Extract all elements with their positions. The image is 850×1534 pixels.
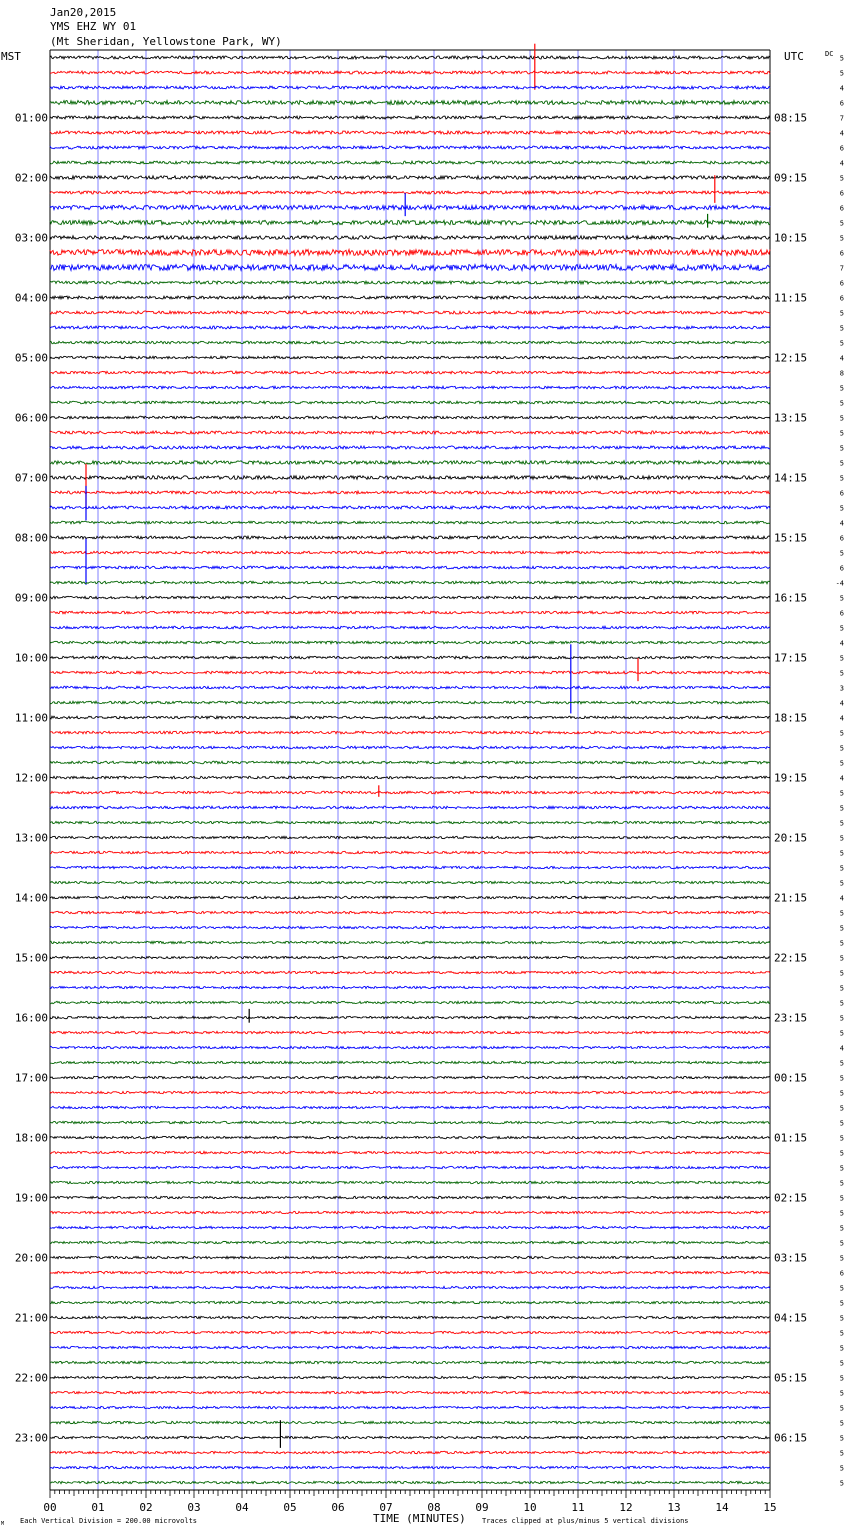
dc-offset-label: 5 (839, 339, 844, 348)
seismic-trace (50, 1106, 770, 1108)
seismic-trace (50, 611, 770, 614)
mst-hour-label: 19:00 (14, 1191, 48, 1205)
seismic-trace (50, 626, 770, 629)
dc-offset-label: 5 (839, 1254, 844, 1263)
seismic-trace (50, 731, 770, 734)
seismic-trace (50, 1241, 770, 1243)
utc-hour-label: 11:15 (774, 291, 808, 305)
mst-hour-label: 12:00 (14, 771, 48, 785)
trace-group (50, 44, 770, 1484)
dc-offset-label: 5 (839, 399, 844, 408)
x-tick-label: 05 (283, 1501, 297, 1514)
utc-hour-label: 16:15 (774, 591, 808, 605)
mst-hour-label: 15:00 (14, 951, 48, 965)
dc-offset-label: 5 (839, 444, 844, 453)
seismic-trace (50, 686, 770, 689)
seismic-trace (50, 176, 770, 179)
seismic-trace (50, 1196, 770, 1198)
dc-offset-label: 5 (839, 219, 844, 228)
utc-hour-label: 14:15 (774, 471, 808, 485)
dc-offset-label: 3 (839, 684, 844, 693)
dc-offset-label: 5 (839, 819, 844, 828)
dc-offset-label: 5 (839, 234, 844, 243)
mst-hour-label: 14:00 (14, 891, 48, 905)
dc-offset-label: 5 (839, 1089, 844, 1098)
mst-hour-label: 03:00 (14, 231, 48, 245)
dc-offset-label: 5 (839, 1074, 844, 1083)
seismic-trace (50, 716, 770, 719)
dc-offset-label: 5 (839, 1164, 844, 1173)
seismic-trace (50, 1316, 770, 1318)
dc-offset-label: 4 (839, 774, 844, 783)
seismic-trace (50, 1226, 770, 1228)
dc-offset-label: 4 (839, 1044, 844, 1053)
dc-offset-label: 5 (839, 759, 844, 768)
mst-hour-label: 11:00 (14, 711, 48, 725)
mst-hour-label: 02:00 (14, 171, 48, 185)
dc-offset-label: 5 (839, 309, 844, 318)
utc-hour-label: 01:15 (774, 1131, 808, 1145)
dc-offset-label: 6 (839, 489, 844, 498)
utc-hour-label: 04:15 (774, 1311, 808, 1325)
seismic-trace (50, 1211, 770, 1213)
mst-hour-label: 04:00 (14, 291, 48, 305)
seismic-trace (50, 1271, 770, 1273)
seismic-trace (50, 521, 770, 524)
seismic-trace (50, 265, 770, 271)
seismic-trace (50, 416, 770, 419)
seismic-trace (50, 116, 770, 119)
x-tick-label: 15 (763, 1501, 777, 1514)
dc-offset-label: 5 (839, 909, 844, 918)
seismic-trace (50, 1061, 770, 1063)
dc-offset-label: 5 (839, 1284, 844, 1293)
dc-offset-label: 6 (839, 279, 844, 288)
dc-offset-label: 5 (839, 414, 844, 423)
seismic-trace (50, 461, 770, 465)
dc-offset-label: 5 (839, 1389, 844, 1398)
seismic-trace (50, 911, 770, 913)
seismic-trace (50, 1466, 770, 1468)
mst-hour-label: 10:00 (14, 651, 48, 665)
seismic-trace (50, 551, 770, 554)
seismic-trace (50, 1406, 770, 1408)
dc-offset-label: 5 (839, 429, 844, 438)
dc-label: DC (825, 50, 834, 58)
seismic-trace (50, 341, 770, 344)
dc-offset-label: 5 (839, 924, 844, 933)
seismic-trace (50, 1256, 770, 1258)
dc-offset-label: 5 (839, 954, 844, 963)
seismic-trace (50, 536, 770, 539)
corner-mark: M (1, 1521, 5, 1527)
x-tick-label: 11 (571, 1501, 585, 1514)
seismic-trace (50, 1361, 770, 1363)
seismic-trace (50, 86, 770, 89)
utc-hour-label: 17:15 (774, 651, 808, 665)
dc-offset-label: 5 (839, 939, 844, 948)
seismic-trace (50, 1181, 770, 1183)
utc-hour-label: 06:15 (774, 1431, 808, 1445)
x-tick-label: 09 (475, 1501, 489, 1514)
seismic-trace (50, 371, 770, 374)
seismic-trace (50, 806, 770, 809)
seismic-trace (50, 1016, 770, 1018)
mst-hour-label: 23:00 (14, 1431, 48, 1445)
dc-offset-label: 5 (839, 1344, 844, 1353)
x-tick-label: 13 (667, 1501, 681, 1514)
seismic-trace (50, 761, 770, 764)
dc-offset-label: 4 (839, 354, 844, 363)
utc-hour-label: 21:15 (774, 891, 808, 905)
station-location: (Mt Sheridan, Yellowstone Park, WY) (50, 35, 282, 48)
x-tick-label: 10 (523, 1501, 537, 1514)
dc-offset-label: 5 (839, 1149, 844, 1158)
dc-offset-label: 5 (839, 459, 844, 468)
dc-offset-label: 6 (839, 534, 844, 543)
vertical-division-note: Each Vertical Division = 200.00 microvolts (20, 1517, 198, 1525)
dc-offset-label: 5 (839, 1134, 844, 1143)
seismic-trace (50, 776, 770, 779)
axis-label-group (15, 55, 844, 1515)
dc-offset-label: 4 (839, 639, 844, 648)
seismic-trace (50, 866, 770, 868)
dc-offset-label: 5 (839, 1359, 844, 1368)
dc-offset-label: 5 (839, 474, 844, 483)
dc-offset-label: 4 (839, 159, 844, 168)
seismic-trace (50, 1166, 770, 1168)
seismic-trace (50, 491, 770, 494)
mst-hour-label: 01:00 (14, 111, 48, 125)
dc-offset-label: -4 (835, 579, 844, 588)
seismic-trace (50, 191, 770, 194)
dc-offset-label: 5 (839, 729, 844, 738)
dc-offset-label: 5 (839, 1014, 844, 1023)
seismic-trace (50, 146, 770, 149)
dc-offset-label: 5 (839, 879, 844, 888)
x-tick-label: 14 (715, 1501, 729, 1514)
seismic-trace (50, 941, 770, 943)
utc-hour-label: 00:15 (774, 1071, 808, 1085)
dc-offset-label: 5 (839, 1059, 844, 1068)
dc-offset-label: 5 (839, 1194, 844, 1203)
seismic-trace (50, 881, 770, 883)
mst-hour-label: 05:00 (14, 351, 48, 365)
dc-offset-label: 5 (839, 54, 844, 63)
seismic-trace (50, 1091, 770, 1093)
dc-offset-label: 6 (839, 249, 844, 258)
seismic-trace (50, 656, 770, 659)
utc-hour-label: 10:15 (774, 231, 808, 245)
station-code: YMS EHZ WY 01 (50, 20, 137, 33)
seismic-trace (50, 356, 770, 359)
dc-offset-label: 5 (839, 744, 844, 753)
dc-offset-label: 5 (839, 384, 844, 393)
seismic-trace (50, 326, 770, 329)
dc-offset-label: 5 (839, 1449, 844, 1458)
utc-hour-label: 12:15 (774, 351, 808, 365)
dc-offset-label: 5 (839, 1119, 844, 1128)
dc-offset-label: 5 (839, 969, 844, 978)
dc-offset-label: 5 (839, 1314, 844, 1323)
dc-offset-label: 5 (839, 984, 844, 993)
seismic-trace (50, 1001, 770, 1003)
mst-hour-label: 17:00 (14, 1071, 48, 1085)
utc-hour-label: 18:15 (774, 711, 808, 725)
seismic-trace (50, 431, 770, 434)
seismic-trace (50, 1151, 770, 1153)
seismic-trace (50, 1121, 770, 1123)
dc-offset-label: 6 (839, 294, 844, 303)
dc-offset-label: 5 (839, 69, 844, 78)
x-tick-label: 03 (187, 1501, 201, 1514)
seismic-trace (50, 250, 770, 256)
seismic-trace (50, 1031, 770, 1033)
x-tick-label: 08 (427, 1501, 441, 1514)
seismic-trace (50, 386, 770, 389)
seismic-trace (50, 1376, 770, 1378)
utc-hour-label: 22:15 (774, 951, 808, 965)
seismic-trace (50, 476, 770, 480)
seismic-trace (50, 566, 770, 569)
seismic-trace (50, 1481, 770, 1483)
seismic-trace (50, 851, 770, 853)
dc-offset-label: 5 (839, 654, 844, 663)
seismic-trace (50, 236, 770, 240)
seismic-trace (50, 896, 770, 898)
seismic-trace (50, 506, 770, 509)
seismic-trace (50, 1286, 770, 1288)
dc-offset-label: 7 (839, 114, 844, 123)
dc-offset-label: 5 (839, 624, 844, 633)
seismic-trace (50, 596, 770, 599)
x-tick-label: 00 (43, 1501, 57, 1514)
seismic-trace (50, 1076, 770, 1078)
dc-offset-label: 5 (839, 1479, 844, 1488)
dc-offset-label: 4 (839, 129, 844, 138)
dc-offset-label: 5 (839, 174, 844, 183)
dc-offset-label: 5 (839, 1329, 844, 1338)
seismic-trace (50, 446, 770, 449)
dc-offset-label: 6 (839, 564, 844, 573)
seismic-trace (50, 296, 770, 299)
x-tick-label: 06 (331, 1501, 345, 1514)
seismic-trace (50, 1436, 770, 1438)
x-tick-label: 04 (235, 1501, 249, 1514)
dc-offset-label: 5 (839, 804, 844, 813)
dc-offset-label: 5 (839, 594, 844, 603)
utc-hour-label: 03:15 (774, 1251, 808, 1265)
dc-offset-label: 5 (839, 1299, 844, 1308)
dc-offset-label: 5 (839, 1104, 844, 1113)
seismic-trace (50, 131, 770, 134)
seismic-trace (50, 971, 770, 973)
dc-offset-label: 5 (839, 1374, 844, 1383)
seismic-trace (50, 311, 770, 314)
seismic-trace (50, 671, 770, 674)
dc-offset-label: 5 (839, 1179, 844, 1188)
seismic-trace (50, 401, 770, 404)
seismic-trace (50, 986, 770, 988)
seismic-trace (50, 71, 770, 74)
chart-date: Jan20,2015 (50, 6, 117, 19)
dc-offset-label: 8 (839, 369, 844, 378)
dc-offset-label: 6 (839, 144, 844, 153)
left-axis-title: MST (1, 50, 21, 63)
dc-offset-label: 7 (839, 264, 844, 273)
x-tick-label: 07 (379, 1501, 393, 1514)
mst-hour-label: 18:00 (14, 1131, 48, 1145)
utc-hour-label: 02:15 (774, 1191, 808, 1205)
mst-hour-label: 21:00 (14, 1311, 48, 1325)
clipping-note: Traces clipped at plus/minus 5 vertical divisions (482, 1517, 689, 1525)
utc-hour-label: 15:15 (774, 531, 808, 545)
dc-offset-label: 6 (839, 99, 844, 108)
seismic-trace (50, 956, 770, 958)
dc-offset-label: 5 (839, 1224, 844, 1233)
dc-offset-label: 6 (839, 1269, 844, 1278)
dc-offset-label: 5 (839, 864, 844, 873)
utc-hour-label: 09:15 (774, 171, 808, 185)
dc-offset-label: 5 (839, 1404, 844, 1413)
dc-offset-label: 5 (839, 1209, 844, 1218)
seismic-trace (50, 581, 770, 584)
dc-offset-label: 4 (839, 84, 844, 93)
seismic-trace (50, 56, 770, 59)
seismic-trace (50, 746, 770, 749)
mst-hour-label: 13:00 (14, 831, 48, 845)
dc-offset-label: 5 (839, 1419, 844, 1428)
right-axis-title: UTC (784, 50, 804, 63)
mst-hour-label: 07:00 (14, 471, 48, 485)
seismic-trace (50, 641, 770, 644)
dc-offset-label: 5 (839, 1434, 844, 1443)
seismic-trace (50, 926, 770, 928)
dc-offset-label: 4 (839, 519, 844, 528)
seismic-trace (50, 1451, 770, 1453)
mst-hour-label: 06:00 (14, 411, 48, 425)
x-tick-label: 02 (139, 1501, 153, 1514)
dc-offset-label: 5 (839, 999, 844, 1008)
utc-hour-label: 05:15 (774, 1371, 808, 1385)
dc-offset-label: 5 (839, 504, 844, 513)
seismic-trace (50, 836, 770, 838)
dc-offset-label: 6 (839, 189, 844, 198)
mst-hour-label: 20:00 (14, 1251, 48, 1265)
dc-offset-label: 6 (839, 609, 844, 618)
dc-offset-label: 4 (839, 714, 844, 723)
seismic-trace (50, 701, 770, 704)
dc-offset-label: 5 (839, 849, 844, 858)
seismic-trace (50, 1046, 770, 1048)
seismic-trace (50, 821, 770, 823)
dc-offset-label: 5 (839, 1464, 844, 1473)
seismic-trace (50, 1136, 770, 1138)
seismic-trace (50, 220, 770, 224)
seismic-trace (50, 1301, 770, 1303)
dc-offset-label: 5 (839, 1029, 844, 1038)
utc-hour-label: 19:15 (774, 771, 808, 785)
mst-hour-label: 22:00 (14, 1371, 48, 1385)
dc-offset-label: 5 (839, 324, 844, 333)
dc-offset-label: 5 (839, 549, 844, 558)
seismic-trace (50, 791, 770, 794)
seismic-trace (50, 1391, 770, 1393)
dc-offset-label: 5 (839, 1239, 844, 1248)
utc-hour-label: 20:15 (774, 831, 808, 845)
utc-hour-label: 08:15 (774, 111, 808, 125)
dc-offset-label: 5 (839, 789, 844, 798)
seismic-trace (50, 1331, 770, 1333)
x-axis-label: TIME (MINUTES) (373, 1512, 466, 1525)
seismic-trace (50, 1346, 770, 1348)
mst-hour-label: 08:00 (14, 531, 48, 545)
dc-offset-label: 5 (839, 834, 844, 843)
seismic-trace (50, 1421, 770, 1423)
x-tick-label: 12 (619, 1501, 633, 1514)
x-tick-label: 01 (91, 1501, 105, 1514)
utc-hour-label: 23:15 (774, 1011, 808, 1025)
mst-hour-label: 09:00 (14, 591, 48, 605)
dc-offset-label: 4 (839, 699, 844, 708)
seismic-trace (50, 101, 770, 105)
seismic-trace (50, 205, 770, 209)
dc-offset-label: 4 (839, 894, 844, 903)
dc-offset-label: 5 (839, 669, 844, 678)
seismic-trace (50, 281, 770, 284)
mst-hour-label: 16:00 (14, 1011, 48, 1025)
utc-hour-label: 13:15 (774, 411, 808, 425)
dc-offset-label: 6 (839, 204, 844, 213)
seismic-trace (50, 161, 770, 164)
